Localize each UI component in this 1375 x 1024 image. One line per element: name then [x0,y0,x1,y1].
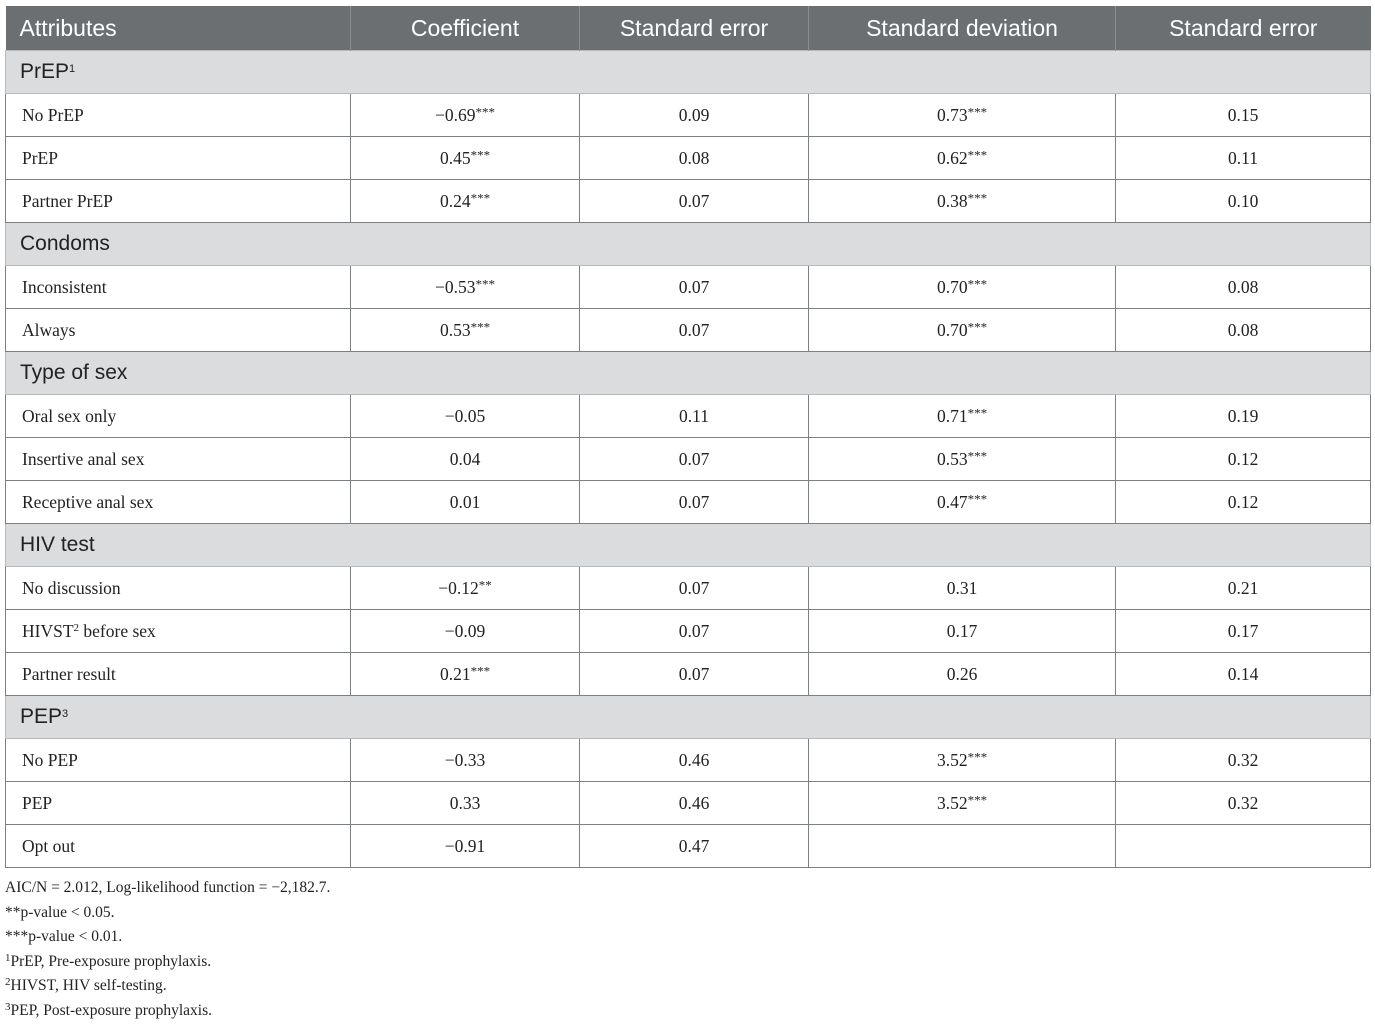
table-row [6,610,1371,653]
section-title [6,223,1371,266]
attribute-level-cell [6,782,351,825]
standard-deviation-cell [809,739,1116,782]
section-row [6,524,1371,567]
footnote-line [5,901,330,926]
attribute-level-cell [6,309,351,352]
cell-value: 0.08 [1227,319,1259,340]
cell-value: 0.73 [936,104,968,125]
standard-error-cell [1116,395,1371,438]
table-row [6,180,1371,223]
standard-error-cell [580,653,809,696]
cell-value: 3.52 [936,792,968,813]
coefficient-cell [351,309,580,352]
standard-deviation-cell [809,782,1116,825]
standard-error-cell [580,739,809,782]
standard-error-cell [1116,653,1371,696]
coefficient-cell [351,266,580,309]
attribute-level-cell [6,610,351,653]
standard-error-cell [1116,739,1371,782]
coefficient-cell [351,137,580,180]
cell-value: −0.69 [435,104,476,125]
significance-stars: *** [967,490,988,506]
cell-value: 0.45 [439,147,471,168]
table-row [6,481,1371,524]
footnote-text: PEP, Post-exposure prophylaxis. [10,1001,212,1019]
coefficient-cell [351,610,580,653]
attribute-level-cell [6,739,351,782]
standard-error-cell [580,782,809,825]
attribute-level-label: Oral sex only [22,405,117,426]
section-title-text: Condoms [20,232,110,255]
cell-value: 0.08 [1227,276,1259,297]
coefficient-cell [351,180,580,223]
results-table-container [5,6,1370,868]
table-row [6,739,1371,782]
coefficient-cell [351,825,580,868]
cell-value: 0.46 [678,749,710,770]
cell-value: 0.47 [936,491,968,512]
section-row [6,223,1371,266]
table-row [6,653,1371,696]
significance-stars: *** [967,275,988,291]
cell-value: 0.11 [1228,147,1258,168]
cell-value: 0.14 [1227,663,1259,684]
table-row [6,137,1371,180]
standard-error-cell [1116,567,1371,610]
footnote-line [5,925,330,950]
attribute-level-label: Insertive anal sex [22,448,145,469]
cell-value: −0.05 [444,405,486,426]
footnote-marker: 3 [62,707,69,720]
section-title-text: PEP [20,705,63,728]
cell-value: 0.07 [678,448,710,469]
attribute-level-label: No PrEP [22,104,84,125]
footnote-text: AIC/N = 2.012, Log-likelihood function = −2,182.7. [5,879,331,896]
footnote-marker: 3 [5,1001,11,1014]
cell-value: 0.26 [946,663,978,684]
standard-error-cell [580,180,809,223]
section-row [6,352,1371,395]
significance-stars: *** [967,791,988,807]
coefficient-cell [351,94,580,137]
header-attributes: Attributes [6,6,351,51]
significance-stars: *** [967,447,988,463]
header-standard-error-1: Standard error [580,6,809,51]
attribute-level-cell [6,395,351,438]
table-footnotes [5,876,330,1024]
footnote-text: **p-value < 0.05. [5,903,115,921]
header-coefficient: Coefficient [351,6,580,51]
attribute-level-label: HIVST [22,620,74,641]
footnote-marker: 1 [5,951,11,964]
cell-value: 0.70 [936,276,968,297]
significance-stars: *** [967,103,988,119]
cell-value: 0.07 [678,491,710,512]
cell-value: 0.12 [1227,448,1259,469]
table-row [6,825,1371,868]
standard-error-cell [580,438,809,481]
cell-value: 0.62 [936,147,968,168]
cell-value: −0.91 [444,835,486,856]
significance-stars: *** [967,748,988,764]
standard-deviation-cell [809,395,1116,438]
section-row [6,51,1371,94]
standard-deviation-cell [809,180,1116,223]
cell-value: −0.09 [444,620,486,641]
standard-error-cell [580,481,809,524]
cell-value: 0.11 [679,405,709,426]
attribute-level-label: Partner result [22,663,116,684]
attribute-level-cell [6,567,351,610]
significance-stars: *** [470,318,491,334]
cell-value: 0.38 [936,190,968,211]
footnote-marker: 1 [69,62,76,75]
standard-deviation-cell [809,266,1116,309]
section-title [6,51,1371,94]
significance-stars: *** [967,318,988,334]
footnote-text: ***p-value < 0.01. [5,928,123,946]
cell-value: 0.09 [678,104,710,125]
attribute-level-label: No PEP [22,749,78,770]
significance-stars: ** [478,576,492,592]
table-row [6,438,1371,481]
cell-value: 0.04 [449,448,481,469]
table-row [6,266,1371,309]
cell-value: 0.10 [1227,190,1259,211]
header-standard-error-2: Standard error [1116,6,1371,51]
attribute-level-label: Partner PrEP [22,190,113,211]
standard-error-cell [580,610,809,653]
cell-value: 0.31 [946,577,978,598]
table-header-row [6,6,1371,51]
footnote-text: HIVST, HIV self-testing. [10,977,167,995]
coefficient-cell [351,481,580,524]
standard-error-cell [580,137,809,180]
attribute-level-label: Receptive anal sex [22,491,154,512]
cell-value: 0.70 [936,319,968,340]
footnote-line [5,950,330,975]
footnote-marker: 2 [5,976,11,989]
cell-value: 0.07 [678,276,710,297]
footnote-marker: 2 [73,621,80,634]
header-standard-deviation: Standard deviation [809,6,1116,51]
cell-value: 0.07 [678,577,710,598]
cell-value: 0.33 [449,792,481,813]
results-table [5,6,1371,868]
standard-deviation-cell [809,94,1116,137]
significance-stars: *** [967,189,988,205]
table-row [6,395,1371,438]
attribute-level-label: PEP [22,792,53,813]
cell-value: 0.07 [678,319,710,340]
cell-value: 0.32 [1227,749,1259,770]
table-row [6,94,1371,137]
significance-stars: *** [967,404,988,420]
standard-deviation-cell [809,137,1116,180]
standard-deviation-cell [809,438,1116,481]
coefficient-cell [351,395,580,438]
cell-value: 0.12 [1227,491,1259,512]
attribute-level-cell [6,825,351,868]
standard-error-cell [580,825,809,868]
section-title-text: Type of sex [20,361,128,384]
attribute-level-label: Inconsistent [22,276,107,297]
standard-error-cell [580,309,809,352]
standard-error-cell [580,94,809,137]
attribute-level-cell [6,481,351,524]
footnote-text: PrEP, Pre-exposure prophylaxis. [10,952,212,970]
footnote-line [5,974,330,999]
cell-value: 0.53 [439,319,471,340]
standard-error-cell [1116,266,1371,309]
standard-error-cell [1116,438,1371,481]
standard-error-cell [1116,782,1371,825]
cell-value: 0.19 [1227,405,1259,426]
standard-error-cell [580,567,809,610]
cell-value: 0.01 [449,491,481,512]
cell-value: −0.12 [438,577,479,598]
cell-value: 0.21 [1227,577,1259,598]
table-body [6,51,1371,868]
standard-error-cell [1116,825,1371,868]
footnote-line [5,876,330,901]
standard-deviation-cell [809,567,1116,610]
significance-stars: *** [470,662,491,678]
attribute-level-cell [6,438,351,481]
section-title-text: HIV test [20,533,95,556]
standard-deviation-cell [809,610,1116,653]
attribute-level-cell [6,266,351,309]
coefficient-cell [351,653,580,696]
attribute-level-cell [6,137,351,180]
standard-error-cell [1116,610,1371,653]
cell-value: 0.07 [678,190,710,211]
attribute-level-cell [6,653,351,696]
cell-value: 0.07 [678,620,710,641]
coefficient-cell [351,739,580,782]
table-row [6,309,1371,352]
standard-error-cell [1116,137,1371,180]
attribute-level-cell [6,94,351,137]
cell-value: 0.24 [439,190,471,211]
cell-value: −0.33 [444,749,486,770]
standard-deviation-cell [809,653,1116,696]
significance-stars: *** [470,189,491,205]
significance-stars: *** [475,103,495,119]
cell-value: 0.32 [1227,792,1259,813]
footnote-line [5,999,330,1024]
standard-deviation-cell [809,309,1116,352]
coefficient-cell [351,438,580,481]
table-row [6,567,1371,610]
cell-value: 0.15 [1227,104,1259,125]
cell-value: 0.46 [678,792,710,813]
cell-value: 0.71 [936,405,968,426]
cell-value: −0.53 [435,276,476,297]
standard-error-cell [1116,94,1371,137]
cell-value: 0.47 [678,835,710,856]
cell-value: 0.17 [1227,620,1259,641]
standard-error-cell [1116,309,1371,352]
attribute-level-label: No discussion [22,577,121,598]
significance-stars: *** [470,146,491,162]
coefficient-cell [351,567,580,610]
cell-value: 0.17 [946,620,978,641]
cell-value: 0.07 [678,663,710,684]
attribute-level-label: PrEP [22,147,58,168]
section-title [6,696,1371,739]
cell-value: 3.52 [936,749,968,770]
cell-value: 0.53 [936,448,968,469]
significance-stars: *** [475,275,495,291]
table-row [6,782,1371,825]
significance-stars: *** [967,146,988,162]
section-title [6,524,1371,567]
cell-value: 0.21 [439,663,471,684]
section-title-text: PrEP [20,60,70,83]
attribute-level-label-tail: before sex [79,620,156,641]
attribute-level-cell [6,180,351,223]
section-row [6,696,1371,739]
coefficient-cell [351,782,580,825]
cell-value: 0.08 [678,147,710,168]
standard-deviation-cell [809,481,1116,524]
standard-error-cell [580,395,809,438]
attribute-level-label: Always [22,319,76,340]
standard-error-cell [1116,481,1371,524]
standard-error-cell [1116,180,1371,223]
standard-deviation-cell [809,825,1116,868]
attribute-level-label: Opt out [22,835,75,856]
standard-error-cell [580,266,809,309]
section-title [6,352,1371,395]
